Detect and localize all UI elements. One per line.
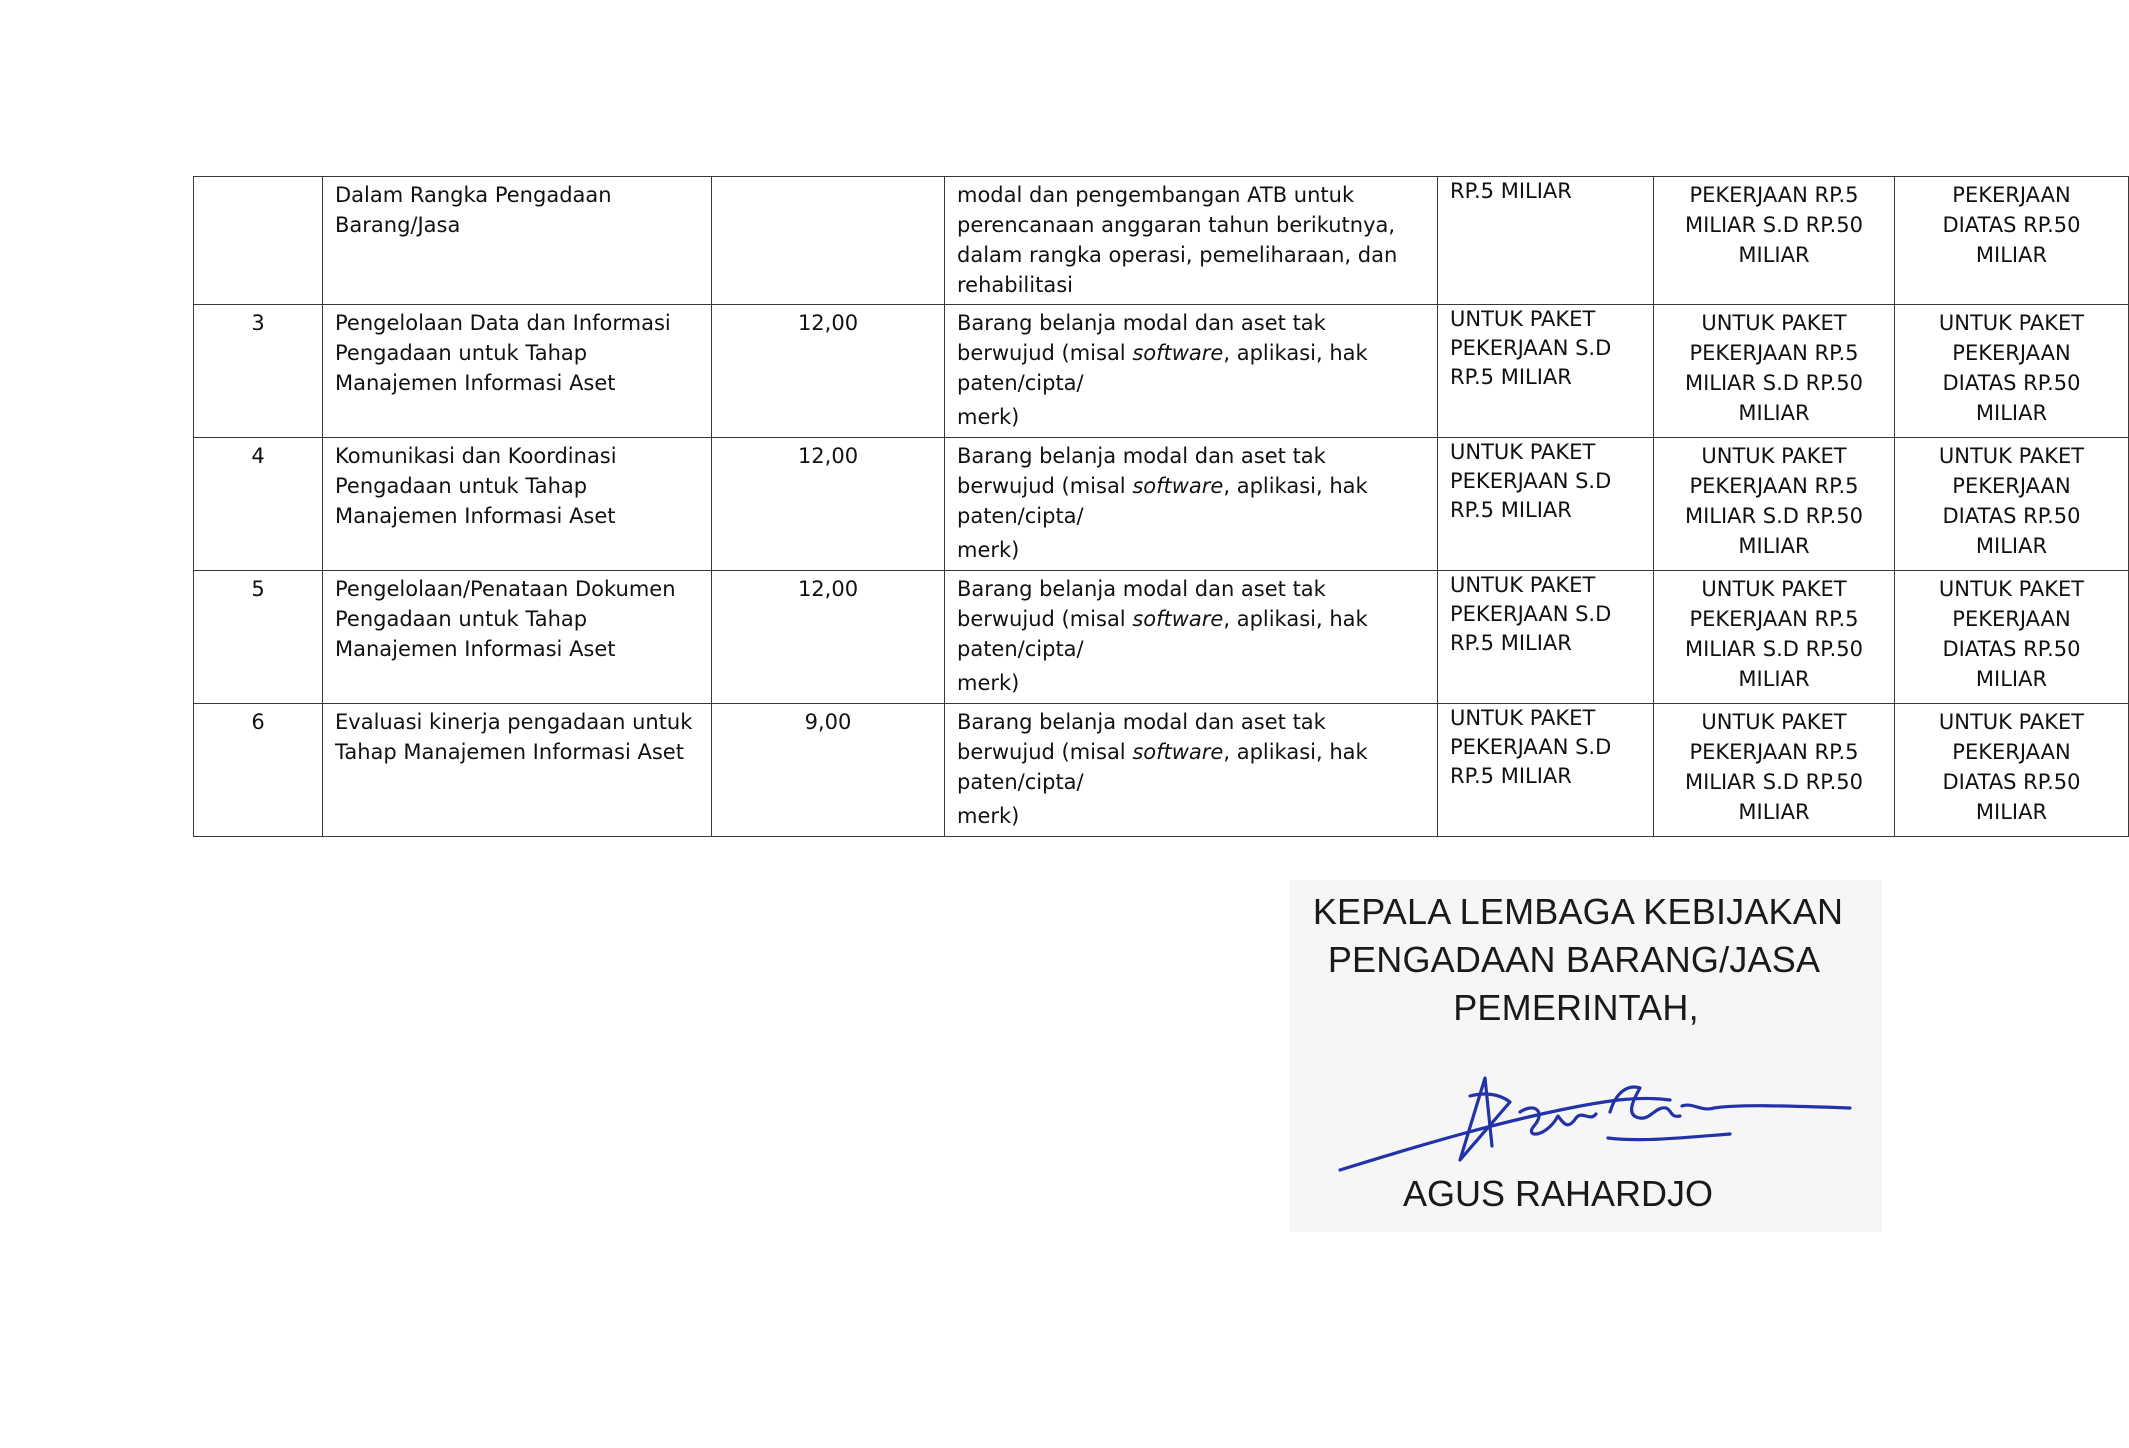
jenis-line: paten/cipta/ bbox=[957, 637, 1084, 661]
kategori-line: PEKERJAAN bbox=[1952, 183, 2071, 207]
jenis-line: Barang belanja modal dan aset tak bbox=[957, 577, 1326, 601]
cell-kategori-3 bbox=[1895, 438, 2129, 571]
kategori-line: MILIAR bbox=[1738, 243, 1810, 267]
jenis-line bbox=[957, 604, 1425, 634]
jenis-italic: software bbox=[1132, 341, 1224, 365]
signatory-name: AGUS RAHARDJO bbox=[1402, 1173, 1714, 1214]
row-number: 3 bbox=[251, 311, 265, 335]
kegiatan-line: Dalam Rangka Pengadaan bbox=[335, 183, 612, 207]
kategori-line: PEKERJAAN bbox=[1952, 341, 2071, 365]
jenis-line: Barang belanja modal dan aset tak bbox=[957, 311, 1326, 335]
cell-nilai bbox=[712, 704, 945, 837]
jenis-line: paten/cipta/ bbox=[957, 770, 1084, 794]
cell-kategori-3 bbox=[1895, 704, 2129, 837]
table-row bbox=[194, 438, 2129, 571]
cell-nilai bbox=[712, 571, 945, 704]
kategori-line: MILIAR bbox=[1975, 667, 2048, 691]
jenis-italic: software bbox=[1132, 607, 1224, 631]
kategori-line: UNTUK PAKET bbox=[1701, 710, 1847, 734]
kategori-line: MILIAR bbox=[1738, 534, 1810, 558]
jenis-line bbox=[957, 737, 1425, 767]
cell-jenis bbox=[945, 305, 1438, 438]
cell-kategori-1 bbox=[1438, 571, 1654, 704]
kategori-line: MILIAR S.D RP.50 bbox=[1684, 637, 1864, 661]
jenis-text: , aplikasi, hak bbox=[1223, 740, 1368, 764]
cell-no bbox=[194, 704, 323, 837]
kategori-line: PEKERJAAN RP.5 bbox=[1689, 474, 1859, 498]
kategori-line: UNTUK PAKET bbox=[1938, 444, 2085, 468]
kategori-line: DIATAS RP.50 bbox=[1942, 637, 2081, 661]
cell-kategori-1 bbox=[1438, 305, 1654, 438]
jenis-text: , aplikasi, hak bbox=[1223, 341, 1368, 365]
kegiatan-line: Pengadaan untuk Tahap bbox=[335, 607, 588, 631]
jenis-text: , aplikasi, hak bbox=[1223, 607, 1368, 631]
cell-kategori-2 bbox=[1654, 438, 1895, 571]
cell-kategori-3 bbox=[1895, 571, 2129, 704]
handwritten-signature bbox=[1310, 1072, 1870, 1182]
cell-nilai bbox=[712, 438, 945, 571]
jenis-line: merk) bbox=[957, 405, 1020, 429]
row-number: 4 bbox=[251, 444, 265, 468]
cell-nilai bbox=[712, 177, 945, 305]
cell-no bbox=[194, 305, 323, 438]
kategori-line: PEKERJAAN S.D bbox=[1450, 602, 1612, 626]
cell-kegiatan bbox=[323, 177, 712, 305]
kategori-line: PEKERJAAN RP.5 bbox=[1689, 740, 1859, 764]
cell-kategori-2 bbox=[1654, 704, 1895, 837]
kategori-line: PEKERJAAN bbox=[1952, 607, 2071, 631]
kategori-line: PEKERJAAN bbox=[1952, 474, 2071, 498]
cell-jenis bbox=[945, 571, 1438, 704]
kategori-line: MILIAR S.D RP.50 bbox=[1684, 504, 1864, 528]
cell-kegiatan bbox=[323, 305, 712, 438]
kategori-line: DIATAS RP.50 bbox=[1942, 371, 2081, 395]
jenis-text: berwujud (misal bbox=[957, 474, 1133, 498]
kategori-line: UNTUK PAKET bbox=[1450, 307, 1596, 331]
cell-jenis bbox=[945, 438, 1438, 571]
kategori-line: RP.5 MILIAR bbox=[1450, 365, 1572, 389]
nilai-value: 12,00 bbox=[797, 577, 859, 601]
jenis-text: berwujud (misal bbox=[957, 341, 1133, 365]
kategori-line: MILIAR S.D RP.50 bbox=[1684, 213, 1864, 237]
cell-jenis bbox=[945, 177, 1438, 305]
jenis-line: paten/cipta/ bbox=[957, 504, 1084, 528]
kategori-line: PEKERJAAN RP.5 bbox=[1689, 341, 1859, 365]
nilai-value: 9,00 bbox=[804, 710, 852, 734]
cell-no bbox=[194, 571, 323, 704]
kategori-line: UNTUK PAKET bbox=[1701, 311, 1847, 335]
cell-kegiatan bbox=[323, 571, 712, 704]
kategori-line: PEKERJAAN S.D bbox=[1450, 469, 1612, 493]
kategori-line: RP.5 MILIAR bbox=[1450, 179, 1572, 203]
kategori-line: MILIAR bbox=[1975, 401, 2048, 425]
jenis-line: dalam rangka operasi, pemeliharaan, dan bbox=[957, 243, 1398, 267]
cell-kategori-3 bbox=[1895, 305, 2129, 438]
nilai-value: 12,00 bbox=[797, 311, 859, 335]
jenis-line: merk) bbox=[957, 538, 1020, 562]
signature-title-line: PEMERINTAH, bbox=[1453, 987, 1699, 1028]
signature-title-line: KEPALA LEMBAGA KEBIJAKAN bbox=[1312, 891, 1844, 932]
kategori-line: MILIAR S.D RP.50 bbox=[1684, 770, 1864, 794]
table-row bbox=[194, 571, 2129, 704]
kegiatan-line: Komunikasi dan Koordinasi bbox=[335, 444, 617, 468]
kegiatan-line: Barang/Jasa bbox=[335, 213, 461, 237]
kategori-line: UNTUK PAKET bbox=[1450, 706, 1596, 730]
kategori-line: UNTUK PAKET bbox=[1938, 710, 2085, 734]
jenis-line: merk) bbox=[957, 671, 1020, 695]
table-row bbox=[194, 177, 2129, 305]
jenis-line: Barang belanja modal dan aset tak bbox=[957, 444, 1326, 468]
jenis-line: paten/cipta/ bbox=[957, 371, 1084, 395]
row-number: 5 bbox=[251, 577, 265, 601]
kategori-line: RP.5 MILIAR bbox=[1450, 764, 1572, 788]
cell-kategori-2 bbox=[1654, 571, 1895, 704]
cell-kategori-1 bbox=[1438, 704, 1654, 837]
jenis-italic: software bbox=[1132, 740, 1224, 764]
kategori-line: MILIAR bbox=[1738, 667, 1810, 691]
jenis-text: berwujud (misal bbox=[957, 607, 1133, 631]
cell-kategori-2 bbox=[1654, 305, 1895, 438]
kegiatan-line: Pengelolaan/Penataan Dokumen bbox=[335, 577, 676, 601]
kegiatan-line: Manajemen Informasi Aset bbox=[335, 637, 616, 661]
jenis-line: perencanaan anggaran tahun berikutnya, bbox=[957, 213, 1396, 237]
jenis-text: , aplikasi, hak bbox=[1223, 474, 1368, 498]
kategori-line: UNTUK PAKET bbox=[1938, 311, 2085, 335]
jenis-line bbox=[957, 338, 1425, 368]
jenis-line: rehabilitasi bbox=[957, 273, 1073, 297]
jenis-line: Barang belanja modal dan aset tak bbox=[957, 710, 1326, 734]
cell-nilai bbox=[712, 305, 945, 438]
signature-title-line: PENGADAAN BARANG/JASA bbox=[1327, 939, 1821, 980]
kegiatan-line: Pengelolaan Data dan Informasi bbox=[335, 311, 671, 335]
table-row bbox=[194, 704, 2129, 837]
kegiatan-line: Manajemen Informasi Aset bbox=[335, 504, 616, 528]
jenis-text: berwujud (misal bbox=[957, 740, 1133, 764]
kategori-line: UNTUK PAKET bbox=[1450, 440, 1596, 464]
cell-no bbox=[194, 438, 323, 571]
kategori-line: UNTUK PAKET bbox=[1938, 577, 2085, 601]
kategori-line: MILIAR bbox=[1975, 534, 2048, 558]
cell-no bbox=[194, 177, 323, 305]
kategori-line: PEKERJAAN S.D bbox=[1450, 336, 1612, 360]
nilai-value: 12,00 bbox=[797, 444, 859, 468]
kegiatan-line: Manajemen Informasi Aset bbox=[335, 371, 616, 395]
kategori-line: PEKERJAAN RP.5 bbox=[1689, 183, 1859, 207]
jenis-line bbox=[957, 471, 1425, 501]
table-row bbox=[194, 305, 2129, 438]
jenis-line: modal dan pengembangan ATB untuk bbox=[957, 183, 1355, 207]
kategori-line: MILIAR bbox=[1975, 800, 2048, 824]
kegiatan-line: Tahap Manajemen Informasi Aset bbox=[335, 740, 684, 764]
kategori-line: DIATAS RP.50 bbox=[1942, 213, 2081, 237]
cell-jenis bbox=[945, 704, 1438, 837]
cell-kategori-1 bbox=[1438, 438, 1654, 571]
kategori-line: RP.5 MILIAR bbox=[1450, 498, 1572, 522]
kategori-line: PEKERJAAN bbox=[1952, 740, 2071, 764]
jenis-line: merk) bbox=[957, 804, 1020, 828]
kategori-line: MILIAR bbox=[1738, 401, 1810, 425]
cell-kegiatan bbox=[323, 438, 712, 571]
kegiatan-line: Pengadaan untuk Tahap bbox=[335, 341, 588, 365]
jenis-italic: software bbox=[1132, 474, 1224, 498]
cell-kategori-1 bbox=[1438, 177, 1654, 305]
kategori-line: PEKERJAAN S.D bbox=[1450, 735, 1612, 759]
kategori-line: RP.5 MILIAR bbox=[1450, 631, 1572, 655]
kategori-line: UNTUK PAKET bbox=[1450, 573, 1596, 597]
cell-kategori-3 bbox=[1895, 177, 2129, 305]
cell-kegiatan bbox=[323, 704, 712, 837]
kategori-line: UNTUK PAKET bbox=[1701, 444, 1847, 468]
kategori-line: PEKERJAAN RP.5 bbox=[1689, 607, 1859, 631]
kategori-line: MILIAR S.D RP.50 bbox=[1684, 371, 1864, 395]
cell-kategori-2 bbox=[1654, 177, 1895, 305]
signature-block bbox=[1290, 880, 1882, 1232]
kegiatan-line: Evaluasi kinerja pengadaan untuk bbox=[335, 710, 693, 734]
kategori-line: MILIAR bbox=[1975, 243, 2048, 267]
row-number: 6 bbox=[251, 710, 265, 734]
kategori-line: MILIAR bbox=[1738, 800, 1810, 824]
kegiatan-line: Pengadaan untuk Tahap bbox=[335, 474, 588, 498]
activity-table bbox=[193, 176, 2129, 837]
kategori-line: UNTUK PAKET bbox=[1701, 577, 1847, 601]
kategori-line: DIATAS RP.50 bbox=[1942, 504, 2081, 528]
kategori-line: DIATAS RP.50 bbox=[1942, 770, 2081, 794]
